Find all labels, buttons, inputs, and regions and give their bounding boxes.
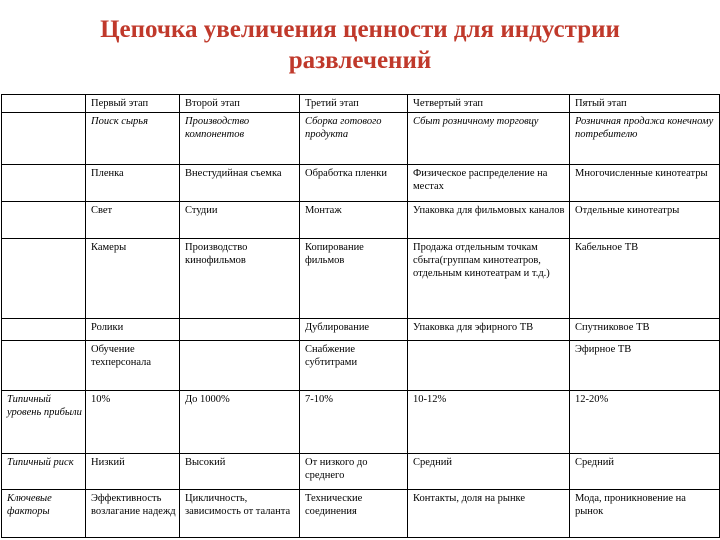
stage-name-cell: Поиск сырья [86,113,180,165]
table-cell: Монтаж [300,202,408,239]
table-cell: Камеры [86,239,180,319]
title-line-1: Цепочка увеличения ценности для индустрии [100,16,620,43]
table-cell [2,165,86,202]
table-cell: Кабельное ТВ [570,239,720,319]
table-cell: Дублирование [300,319,408,341]
table-cell [2,202,86,239]
table-cell [180,319,300,341]
table-cell: Мода, проникновение на рынок [570,490,720,538]
table-cell: Пленка [86,165,180,202]
table-cell: Низкий [86,454,180,490]
table-cell: Копирование фильмов [300,239,408,319]
header-cell: Пятый этап [570,95,720,113]
table-cell: 7-10% [300,391,408,454]
table-cell [408,341,570,391]
header-cell: Четвертый этап [408,95,570,113]
row-label-cell: Типичный риск [2,454,86,490]
table-cell: 10-12% [408,391,570,454]
summary-row [2,454,720,490]
table-cell: Контакты, доля на рынке [408,490,570,538]
table-cell: От низкого до среднего [300,454,408,490]
table-cell [2,341,86,391]
table-cell [2,319,86,341]
table-cell: Физическое распределение на местах [408,165,570,202]
table-row [2,319,720,341]
value-chain-table [1,94,720,538]
table-cell: Технические соединения [300,490,408,538]
table-cell [2,239,86,319]
table-cell: Снабжение субтитрами [300,341,408,391]
row-label-cell: Типичный уровень прибыли [2,391,86,454]
table-cell: Производство кинофильмов [180,239,300,319]
stage-name-cell [2,113,86,165]
table-cell: Эфирное ТВ [570,341,720,391]
stage-name-cell: Сборка готового продукта [300,113,408,165]
header-cell [2,95,86,113]
table-row [2,202,720,239]
header-cell: Первый этап [86,95,180,113]
table-cell: Продажа отдельным точкам сбыта(группам кинотеатров, отдельным кинотеатрам и т.д.) [408,239,570,319]
table-cell: Обработка пленки [300,165,408,202]
table-cell: Спутниковое ТВ [570,319,720,341]
table-cell: Средний [570,454,720,490]
table-row [2,165,720,202]
title-line-2: развлечений [288,47,432,74]
table-cell: Многочисленные кинотеатры [570,165,720,202]
stage-names-row [2,113,720,165]
table-cell: Студии [180,202,300,239]
table-cell: Цикличность, зависимость от таланта [180,490,300,538]
table-cell: 12-20% [570,391,720,454]
stage-name-cell: Сбыт розничному торговцу [408,113,570,165]
header-cell: Второй этап [180,95,300,113]
table-cell: Высокий [180,454,300,490]
summary-row [2,391,720,454]
summary-row [2,490,720,538]
table-cell: Упаковка для эфирного ТВ [408,319,570,341]
table-cell: Обучение техперсонала [86,341,180,391]
row-label-cell: Ключевые факторы [2,490,86,538]
table-cell: Внестудийная съемка [180,165,300,202]
table-row [2,239,720,319]
table-cell: Свет [86,202,180,239]
table-row [2,341,720,391]
page-title [0,14,720,76]
table-cell: Средний [408,454,570,490]
table-cell [180,341,300,391]
stage-name-cell: Производство компонентов [180,113,300,165]
header-row [2,95,720,113]
table-cell: Упаковка для фильмовых каналов [408,202,570,239]
table-cell: 10% [86,391,180,454]
table-cell: Эффективность возлагание надежд [86,490,180,538]
header-cell: Третий этап [300,95,408,113]
table-cell: До 1000% [180,391,300,454]
table-cell: Ролики [86,319,180,341]
stage-name-cell: Розничная продажа конечному потребителю [570,113,720,165]
table-cell: Отдельные кинотеатры [570,202,720,239]
